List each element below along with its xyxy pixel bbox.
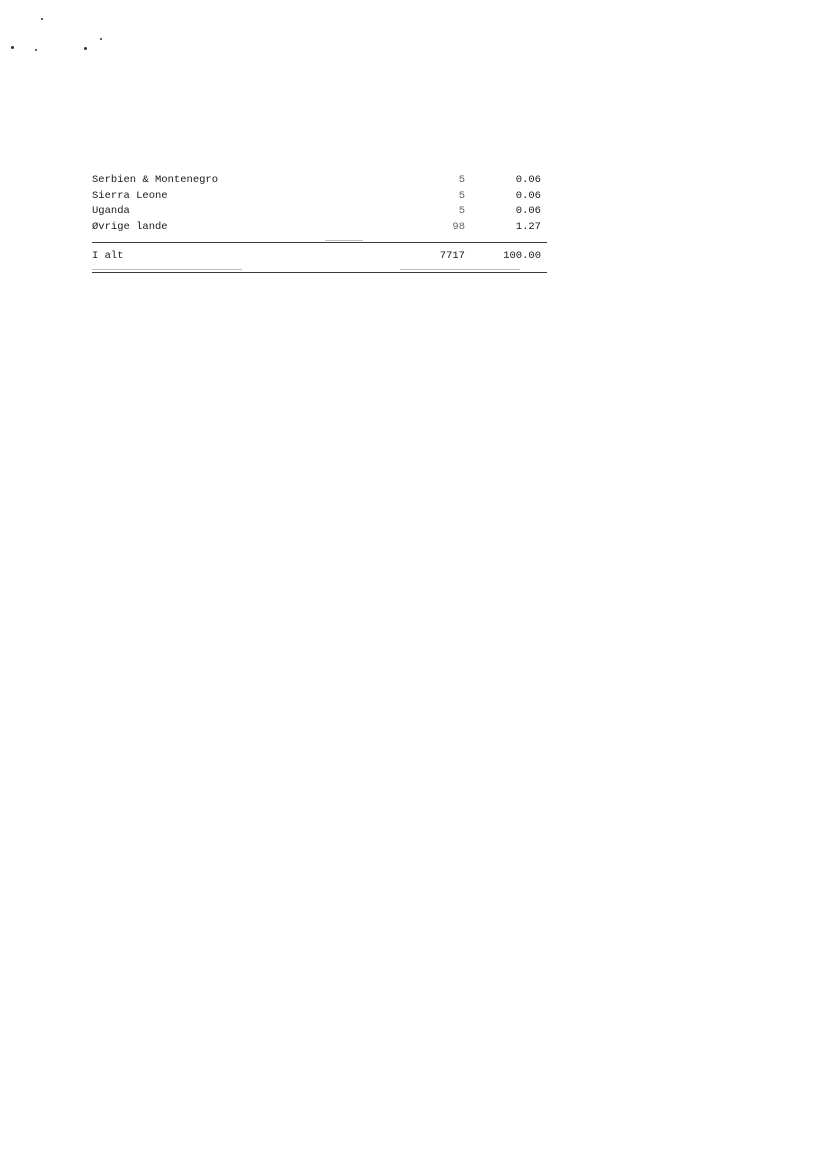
country-table xyxy=(92,173,547,235)
scan-speck xyxy=(35,49,37,51)
table-divider-faint xyxy=(325,240,363,241)
scan-speck xyxy=(84,47,87,50)
percent-value: 0.06 xyxy=(515,174,541,186)
percent-value: 0.06 xyxy=(515,189,541,202)
table-bottom-rule xyxy=(92,272,547,273)
country-label: Uganda xyxy=(92,205,130,217)
table-row xyxy=(92,173,547,189)
total-row xyxy=(92,248,547,264)
scan-speck xyxy=(41,18,43,20)
scan-speck xyxy=(11,46,14,49)
country-label: Sierra Leone xyxy=(92,189,168,202)
count-value: 5 xyxy=(458,189,465,202)
percent-value: 0.06 xyxy=(515,205,541,217)
country-label: Serbien & Montenegro xyxy=(92,174,219,186)
table-row xyxy=(92,220,547,236)
table-bottom-rule-faint xyxy=(92,269,242,270)
table-bottom-rule-faint xyxy=(400,269,520,270)
table-row xyxy=(92,189,547,205)
total-label: I alt xyxy=(92,250,124,262)
count-value: 5 xyxy=(458,174,465,186)
count-value: 5 xyxy=(458,205,465,217)
total-percent: 100.00 xyxy=(503,250,541,262)
table-divider xyxy=(92,242,547,243)
percent-value: 1.27 xyxy=(515,220,541,233)
country-label: Øvrige lande xyxy=(92,220,168,233)
table-row xyxy=(92,204,547,220)
count-value: 98 xyxy=(452,220,465,233)
scan-speck xyxy=(100,38,102,40)
total-count: 7717 xyxy=(439,250,465,262)
